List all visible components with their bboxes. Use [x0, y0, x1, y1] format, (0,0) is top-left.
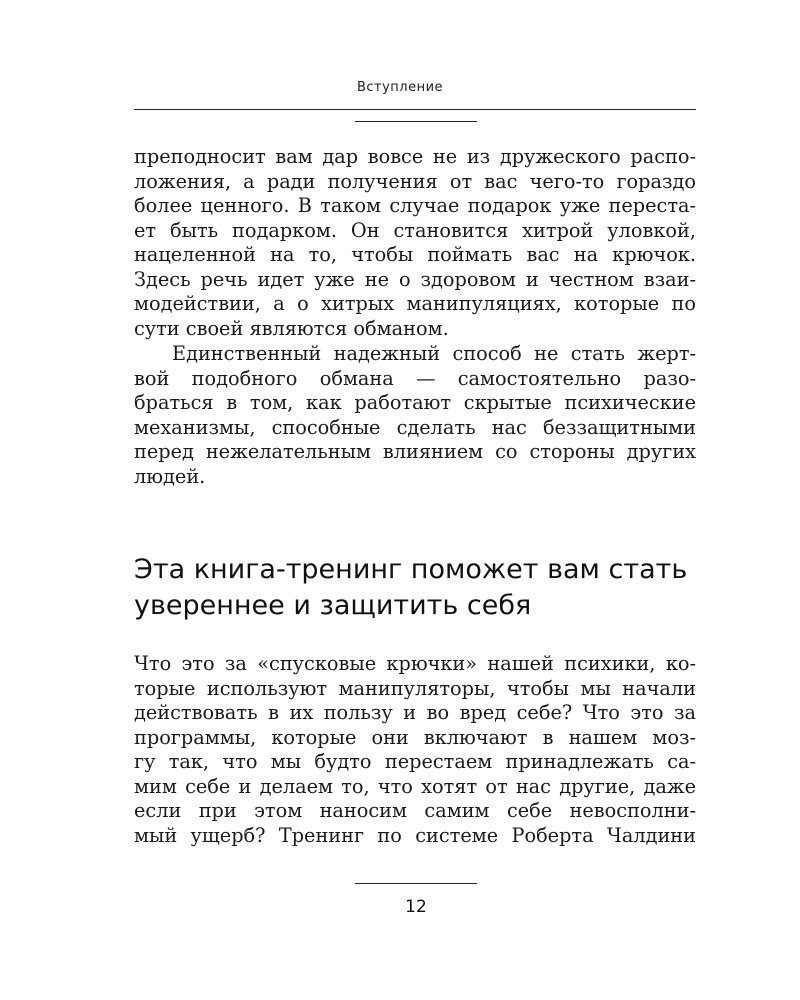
text-line: Здесь речь идет уже не о здоровом и честном взаи-	[134, 267, 696, 291]
section-heading-line: увереннее и защитить себя	[134, 590, 532, 621]
text-line: людей.	[134, 464, 206, 488]
paragraph-3	[134, 652, 696, 848]
section-heading	[134, 552, 734, 624]
text-line: перед нежелательным влиянием со стороны других	[134, 440, 696, 463]
text-line: преподносит вам дар вовсе не из дружеского распо-	[134, 145, 696, 168]
header-short-rule	[355, 121, 477, 122]
text-line: механизмы, способные сделать нас беззащитными	[134, 415, 696, 439]
text-line: вой подобного обмана — самостоятельно разо-	[134, 366, 696, 390]
text-line: программы, которые они включают в нашем моз-	[134, 725, 696, 749]
text-line: ет быть подарком. Он становится хитрой уловкой,	[134, 218, 696, 242]
section-heading-line: Эта книга-тренинг поможет вам стать	[134, 554, 688, 585]
text-line: если при этом наносим самим себе невосполни-	[134, 799, 696, 822]
text-line: гу так, что мы будто перестаем принадлежать са-	[134, 750, 696, 773]
text-line: действовать в их пользу и во вред себе? Что это за	[134, 701, 696, 724]
page-number: 12	[405, 897, 427, 917]
paragraph-continued	[134, 145, 696, 341]
running-head: Вступление	[356, 80, 444, 95]
text-line: ложения, а ради получения от вас чего-то гораздо	[134, 169, 696, 193]
text-line: торые используют манипуляторы, чтобы мы начали	[134, 676, 696, 700]
text-line: нацеленной на то, чтобы поймать вас на крючок.	[134, 243, 696, 266]
header-rule	[134, 109, 696, 110]
text-line: модействии, а о хитрых манипуляциях, которые по	[134, 292, 696, 315]
text-line: мый ущерб? Тренинг по системе Роберта Чалдини	[134, 823, 696, 847]
paragraph-2	[134, 342, 696, 489]
text-line: браться в том, как работают скрытые психические	[134, 391, 696, 414]
text-line: более ценного. В таком случае подарок уже переста-	[134, 194, 696, 217]
text-line: Единственный надежный способ не стать жерт-	[172, 342, 696, 365]
footer-short-rule	[355, 883, 477, 884]
text-line: Что это за «спусковые крючки» нашей психики, ко-	[134, 652, 696, 675]
text-line: сути своей являются обманом.	[134, 316, 449, 340]
text-line: мим себе и делаем то, что хотят от нас другие, даже	[134, 774, 696, 798]
